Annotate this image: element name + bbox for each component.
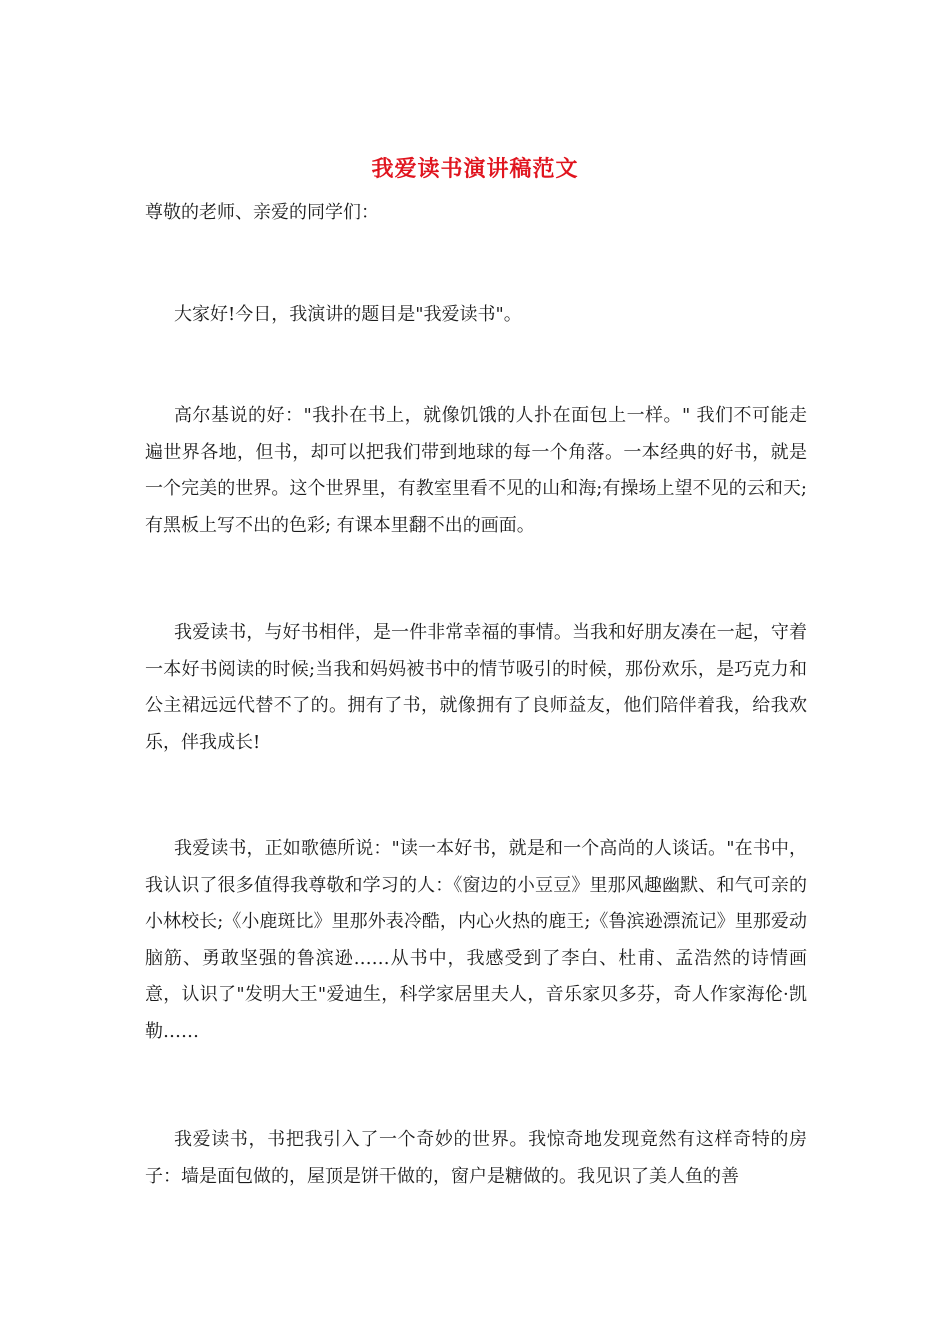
paragraph-wonderful-world: 我爱读书，书把我引入了一个奇妙的世界。我惊奇地发现竟然有这样奇特的房子：墙是面包做的，屋顶是饼干做的，窗户是糖做的。我见识了美人鱼的善 — [145, 1129, 807, 1187]
paragraph-greeting: 大家好!今日，我演讲的题目是"我爱读书"。 — [174, 304, 522, 325]
paragraph-reading-companion: 我爱读书，与好书相伴，是一件非常幸福的事情。当我和好朋友凑在一起，守着一本好书阅读的时候;当我和妈妈被书中的情节吸引的时候，那份欢乐，是巧克力和公主裙远远代替不了的。拥有了书，就像拥有了良师益友，他们陪伴着我，给我欢乐，伴我成长! — [145, 622, 807, 753]
document-title: 我爱读书演讲稿范文 — [371, 156, 579, 182]
salutation: 尊敬的老师、亲爱的同学们： — [145, 202, 379, 223]
paragraph-goethe-quote: 我爱读书，正如歌德所说："读一本好书，就是和一个高尚的人谈话。"在书中，我认识了很多值得我尊敬和学习的人：《窗边的小豆豆》里那风趣幽默、和气可亲的小林校长;《小鹿斑比》里那外表冷酷，内心火热的鹿王;《鲁滨逊漂流记》里那爱动脑筋、勇敢坚强的鲁滨逊……从书中，我感受到了李白、杜甫、孟浩然的诗情画意，认识了"发明大王"爱迪生，科学家居里夫人，音乐家贝多芬，奇人作家海伦·凯勒…… — [145, 838, 807, 1042]
paragraph-gorky-quote: 高尔基说的好："我扑在书上，就像饥饿的人扑在面包上一样。" 我们不可能走遍世界各地，但书，却可以把我们带到地球的每一个角落。一本经典的好书，就是一个完美的世界。这个世界里，有教室里看不见的山和海;有操场上望不见的云和天;有黑板上写不出的色彩; 有课本里翻不出的画面。 — [145, 405, 807, 536]
